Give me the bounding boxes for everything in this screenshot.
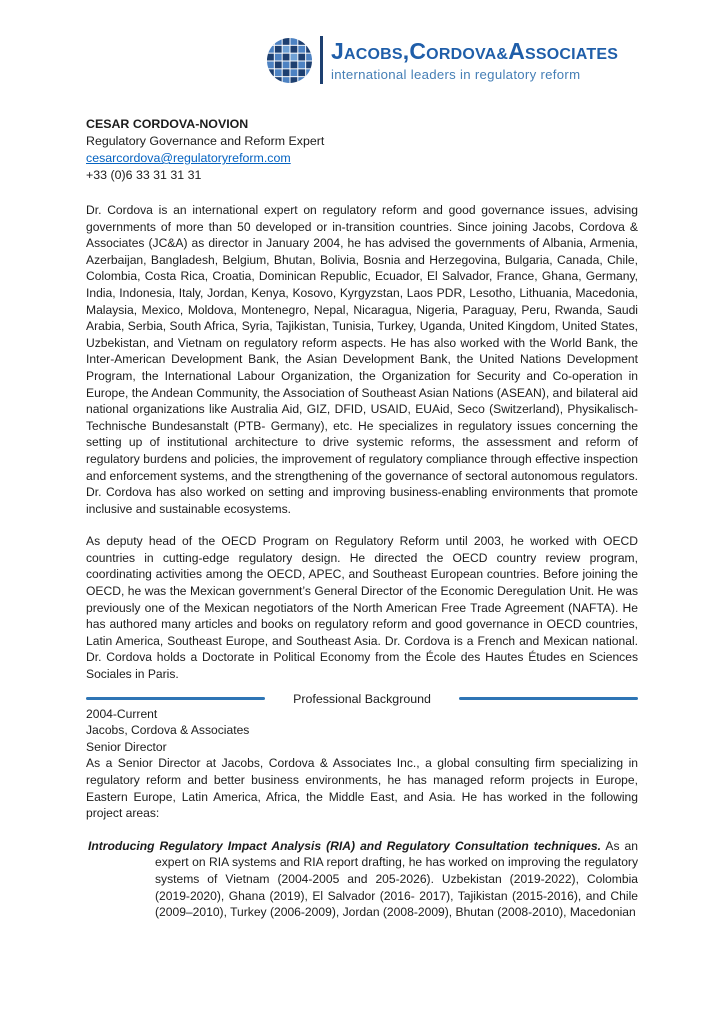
- phone-number: +33 (0)6 33 31 31 31: [86, 168, 202, 182]
- heading-rule-right: [459, 697, 638, 700]
- document-body: [86, 116, 638, 921]
- entry-period: 2004-Current: [86, 706, 158, 721]
- bio-paragraph-1: Dr. Cordova is an international expert on regulatory reform and good governance issues, advising governments of more than 50 developed or in-transition countries. Since joining Jacobs, Cordova & Associates (JC&A) as director in January 2004, he has advised the governments of Albania, Armenia, Azerbaijan, Bangladesh, Belgium, Bhutan, Bolivia, Bosnia and Herzegovina, Bulgaria, Canada, Chile, Colombia, Costa Rica, Croatia, Dominican Republic, Ecuador, El Salvador, France, Ghana, Germany, India, Indonesia, Italy, Jordan, Kenya, Kosovo, Kyrgyzstan, Laos PDR, Lesotho, Lithuania, Macedonia, Malaysia, Mexico, Moldova, Montenegro, Nepal, Nicaragua, Nigeria, Paraguay, Peru, Rwanda, Saudi Arabia, Serbia, South Africa, Syria, Tajikistan, Tunisia, Turkey, Uganda, United Kingdom, United States, Uzbekistan, and Vietnam on regulatory reform aspects. He has also worked with the World Bank, the Inter-American Development Bank, the Asian Development Bank, the United Nations Development Program, the International Labour Organization, the Organization for Security and Co-operation in Europe, the Andean Community, the Association of Southeast Asian Nations (ASEAN), and bilateral aid national organizations like Australia Aid, GIZ, DFID, USAID, EUAid, Seco (Switzerland), Physikalisch-Technische Bundesanstalt (PTB- Germany), etc. He specializes in regulatory issues concerning the setting up of institutional architecture to drive systemic reforms, the assessment and reform of regulatory burdens and policies, the improvement of regulatory compliance through effective inspection and enforcement systems, and the strengthening of the governance of sectoral autonomous regulators. Dr. Cordova has also worked on setting and improving business-enabling environments that promote inclusive and sustainable ecosystems.: [86, 203, 638, 516]
- entry-description: As a Senior Director at Jacobs, Cordova & Associates Inc., a global consulting firm specializing in regulatory reform and better business environments, he has managed reform projects in Europe, Eastern Europe, Latin America, Africa, the Middle East, and Asia. He has worked in the following project areas:: [86, 756, 638, 821]
- bio-paragraph-2: As deputy head of the OECD Program on Regulatory Reform until 2003, he worked with OECD countries in cutting-edge regulatory design. He directed the OECD country review program, coordinating activities among the OECD, APEC, and Southeast European countries. Before joining the OECD, he was the Mexican government’s General Director of the Economic Deregulation Unit. He was previously one of the Mexican negotiators of the North American Free Trade Agreement (NAFTA). He has authored many articles and books on regulatory reform and good governance in OECD countries, Latin America, Southeast Europe, and Southeast Asia. Dr. Cordova is a French and Mexican national. Dr. Cordova holds a Doctorate in Political Economy from the École des Hautes Études en Sciences Sociales in Paris.: [86, 534, 638, 682]
- email-link[interactable]: cesarcordova@regulatoryreform.com: [86, 151, 291, 165]
- project-area-paragraph: [86, 838, 638, 921]
- person-title: Regulatory Governance and Reform Expert: [86, 134, 325, 148]
- experience-entry: [86, 706, 638, 822]
- company-name-right: Associates: [508, 37, 619, 64]
- section-heading-text: Professional Background: [293, 691, 431, 706]
- entry-role: Senior Director: [86, 739, 167, 754]
- company-name: [331, 39, 618, 67]
- project-area-body: As an expert on RIA systems and RIA report drafting, he has worked on improving the regulatory systems of Vietnam (2004-2005 and 205-2026). Uzbekistan (2019-2022), Colombia (2019-2020), Ghana (2019), El Salvador (2016- 2017), Tajikistan (2015-2016), and Chile (2009–2010), Turkey (2006-2009), Jordan (2008-2009), Bhutan (2008-2010), Macedonian: [155, 838, 638, 920]
- entry-organization: Jacobs, Cordova & Associates: [86, 723, 250, 738]
- person-name: CESAR CORDOVA-NOVION: [86, 117, 249, 131]
- company-name-ampersand: &: [496, 45, 509, 63]
- company-tagline: international leaders in regulatory reform: [331, 66, 581, 82]
- logo-divider: [320, 36, 323, 84]
- globe-icon: [266, 37, 313, 84]
- section-heading: [86, 692, 638, 706]
- project-area-title: Introducing Regulatory Impact Analysis (RIA) and Regulatory Consultation techniques.: [88, 838, 601, 853]
- company-name-left: Jacobs,Cordova: [331, 37, 497, 64]
- contact-block: [86, 116, 638, 184]
- heading-rule-left: [86, 697, 265, 700]
- company-logo: [266, 36, 618, 84]
